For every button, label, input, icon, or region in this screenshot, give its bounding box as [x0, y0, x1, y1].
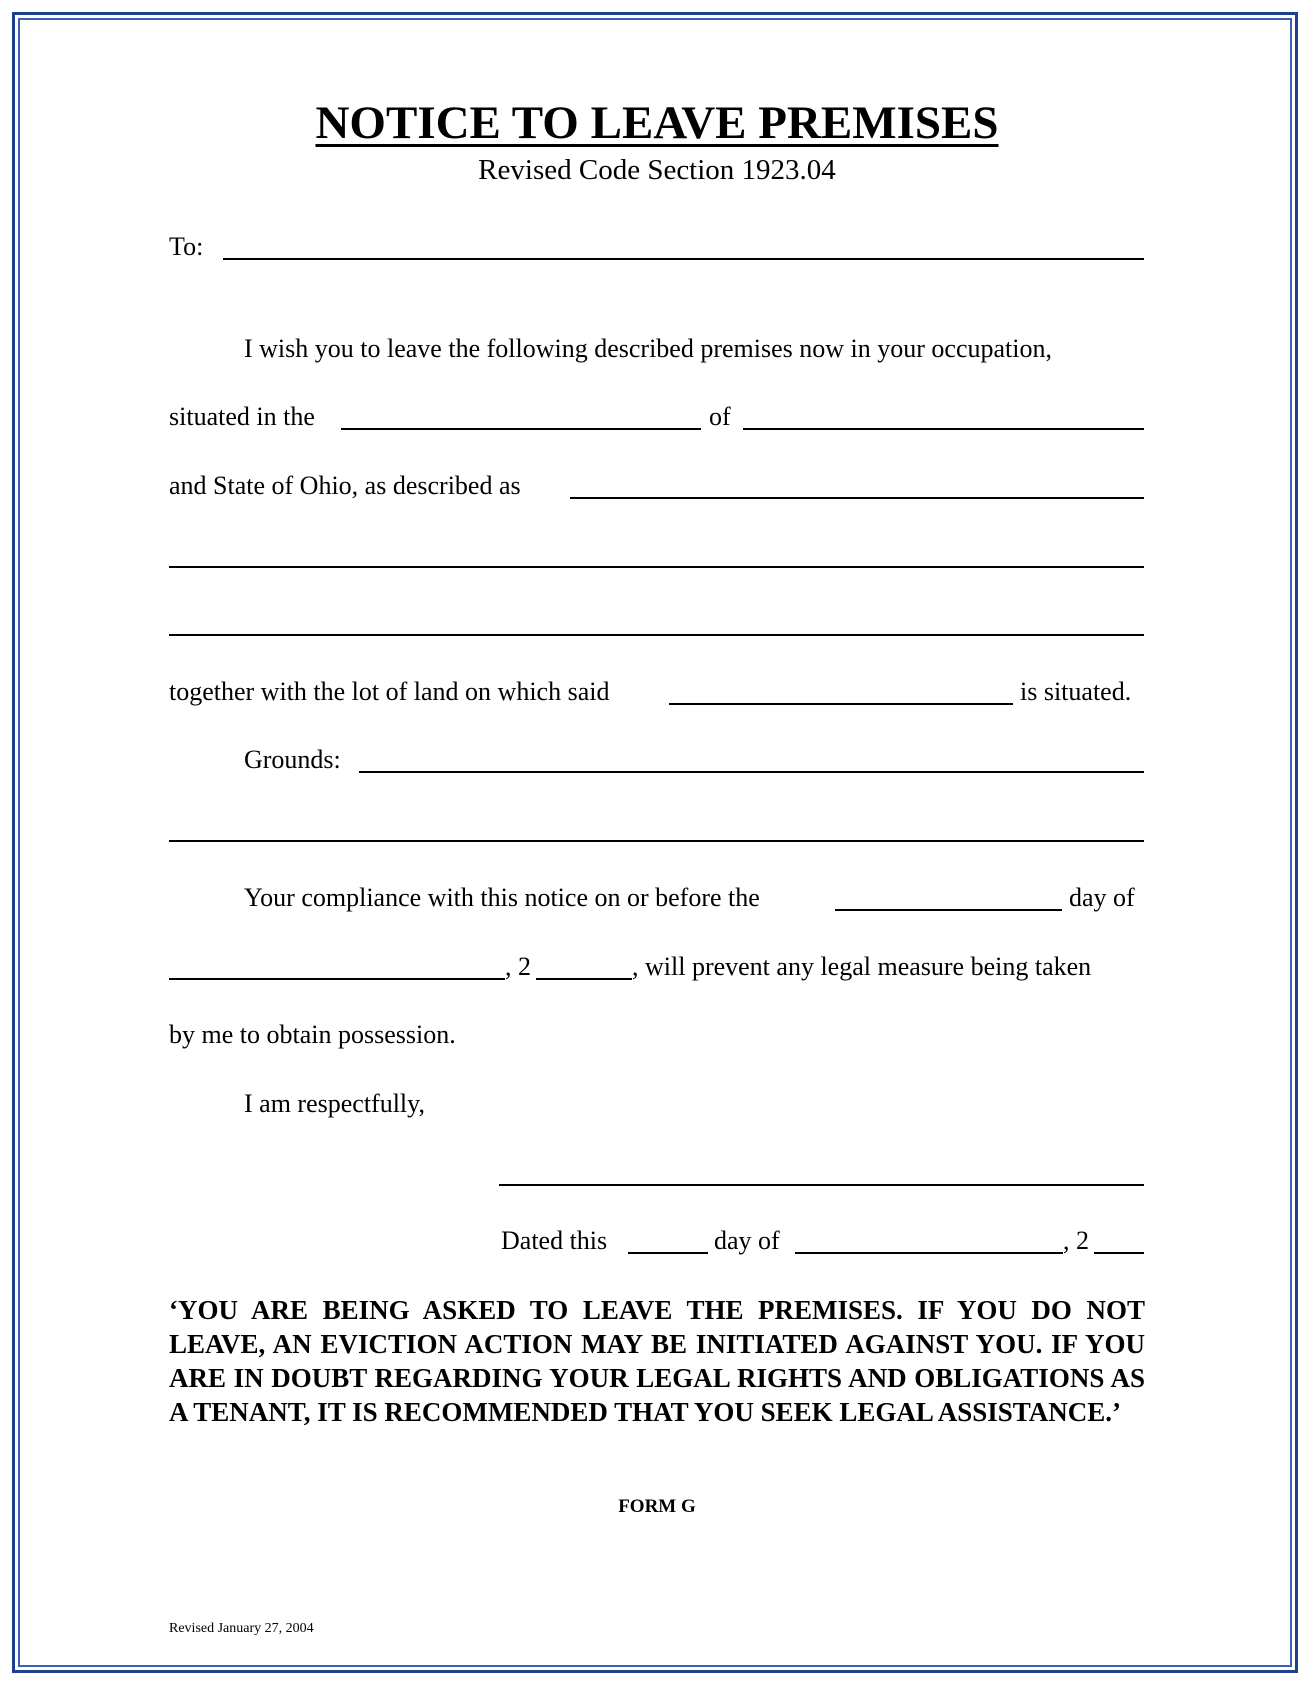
description-field-2[interactable] — [169, 566, 1144, 568]
compliance-day-field[interactable] — [835, 909, 1062, 911]
to-label: To: — [169, 232, 204, 261]
dated-year-prefix: , 2 — [1063, 1226, 1089, 1255]
compliance-year-field[interactable] — [536, 978, 632, 980]
form-title: NOTICE TO LEAVE PREMISES — [315, 97, 999, 149]
dated-day-field[interactable] — [628, 1252, 708, 1254]
to-field[interactable] — [223, 258, 1144, 260]
description-field-3[interactable] — [169, 634, 1144, 636]
situated-field[interactable] — [341, 428, 701, 430]
compliance-label: Your compliance with this notice on or before the — [244, 883, 760, 912]
compliance-dayof-label: day of — [1069, 883, 1135, 912]
dated-dayof-label: day of — [714, 1226, 780, 1255]
described-label: and State of Ohio, as described as — [169, 471, 521, 500]
dated-year-field[interactable] — [1094, 1252, 1144, 1254]
description-field-1[interactable] — [570, 497, 1144, 499]
grounds-label: Grounds: — [244, 745, 341, 774]
grounds-field-1[interactable] — [359, 771, 1144, 773]
eviction-warning: ‘YOU ARE BEING ASKED TO LEAVE THE PREMISES. IF YOU DO NOT LEAVE, AN EVICTION ACTION MAY BE INITIATED AGAINST YOU. IF YOU ARE IN DOUBT REGARDING YOUR LEGAL RIGHTS AND OBLIGATIONS AS A TENANT, IT IS RECOMMENDED THAT YOU SEEK LEGAL ASSISTANCE.’ — [169, 1295, 1145, 1427]
form-id: FORM G — [618, 1496, 696, 1517]
closing-text: I am respectfully, — [244, 1089, 425, 1118]
lot-label: together with the lot of land on which said — [169, 677, 610, 706]
dated-month-field[interactable] — [795, 1252, 1063, 1254]
legal-measure-text: , will prevent any legal measure being taken — [632, 952, 1092, 981]
form-subtitle: Revised Code Section 1923.04 — [478, 154, 836, 186]
situated-end-label: is situated. — [1020, 677, 1132, 706]
possession-text: by me to obtain possession. — [169, 1020, 456, 1049]
lot-field[interactable] — [669, 703, 1013, 705]
compliance-month-field[interactable] — [169, 978, 505, 980]
revised-date: Revised January 27, 2004 — [169, 1621, 314, 1636]
situated-label: situated in the — [169, 402, 315, 431]
of-field[interactable] — [743, 428, 1144, 430]
dated-label: Dated this — [501, 1226, 608, 1255]
grounds-field-2[interactable] — [169, 840, 1144, 842]
signature-field[interactable] — [499, 1184, 1144, 1186]
compliance-year-prefix: , 2 — [505, 952, 531, 981]
occupation-text: I wish you to leave the following described premises now in your occupation, — [244, 334, 1052, 363]
of-label: of — [709, 402, 731, 431]
